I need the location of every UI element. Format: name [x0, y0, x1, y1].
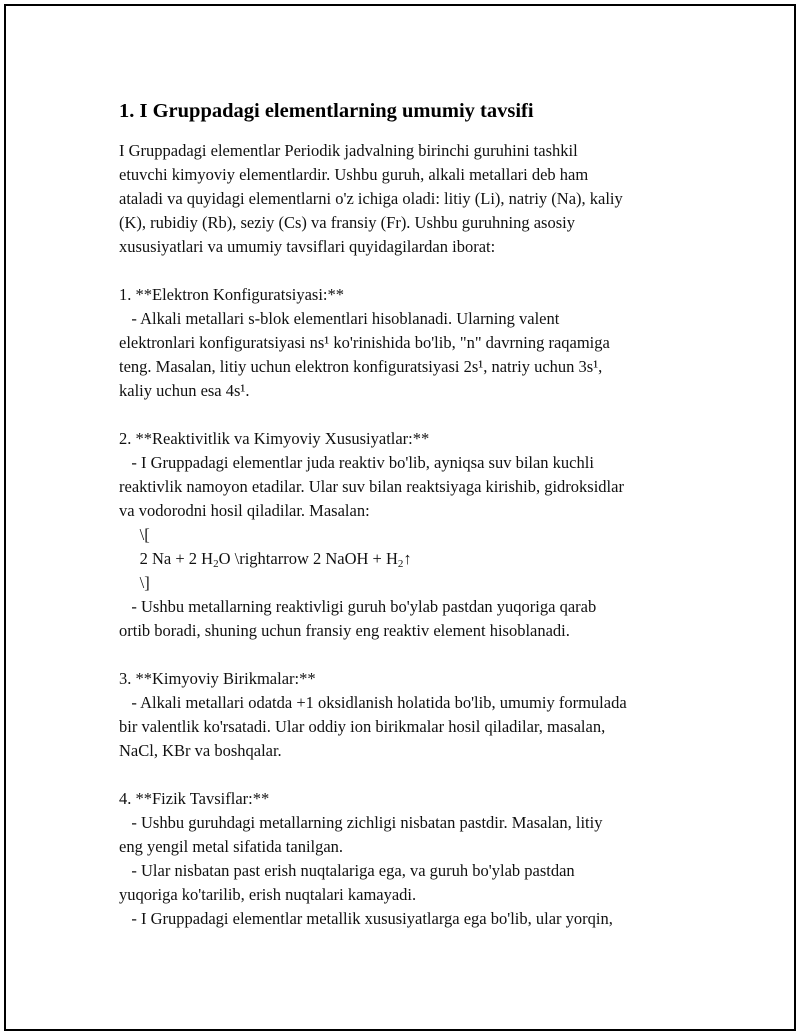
section-physical-properties — [119, 787, 699, 931]
section-heading: 2. **Reaktivitlik va Kimyoviy Xususiyatlar:** — [119, 429, 430, 448]
section-line: reaktivlik namoyon etadilar. Ular suv bilan reaktsiyaga kirishib, gidroksidlar — [119, 477, 624, 496]
section-line: - I Gruppadagi elementlar metallik xususiyatlarga ega bo'lib, ular yorqin, — [119, 909, 613, 928]
equation-part: 2 Na + 2 H — [119, 549, 214, 568]
section-line: - I Gruppadagi elementlar juda reaktiv bo'lib, ayniqsa suv bilan kuchli — [119, 453, 594, 472]
spacer — [119, 643, 699, 667]
section-electron-configuration — [119, 283, 699, 403]
equation-part: O \rightarrow 2 NaOH + H — [218, 549, 398, 568]
math-close-delimiter: \] — [119, 573, 150, 592]
section-line: - Alkali metallari odatda +1 oksidlanish holatida bo'lib, umumiy formulada — [119, 693, 627, 712]
section-line: eng yengil metal sifatida tanilgan. — [119, 837, 344, 856]
section-line: - Ushbu metallarning reaktivligi guruh bo'ylab pastdan yuqoriga qarab — [119, 597, 597, 616]
spacer — [119, 403, 699, 427]
equation-subscript: 2 — [213, 558, 219, 570]
section-line: bir valentlik ko'rsatadi. Ular oddiy ion birikmalar hosil qiladilar, masalan, — [119, 717, 606, 736]
up-arrow-symbol: ↑ — [403, 549, 412, 568]
section-heading: 1. **Elektron Konfiguratsiyasi:** — [119, 285, 345, 304]
section-line: - Ular nisbatan past erish nuqtalariga ega, va guruh bo'ylab pastdan — [119, 861, 575, 880]
reaction-equation — [119, 547, 699, 571]
spacer — [119, 763, 699, 787]
intro-line: ataladi va quyidagi elementlarni o'z ichiga oladi: litiy (Li), natriy (Na), kaliy — [119, 189, 623, 208]
section-reactivity — [119, 427, 699, 643]
equation-subscript: 2 — [397, 558, 404, 570]
page-title: 1. I Gruppadagi elementlarning umumiy tavsifi — [119, 100, 534, 122]
intro-paragraph — [119, 139, 699, 259]
document-body — [119, 97, 699, 931]
math-open-delimiter: \[ — [119, 525, 150, 544]
spacer — [119, 259, 699, 283]
section-line: - Alkali metallari s-blok elementlari hisoblanadi. Ularning valent — [119, 309, 560, 328]
intro-line: I Gruppadagi elementlar Periodik jadvalning birinchi guruhini tashkil — [119, 141, 578, 160]
section-chemical-compounds — [119, 667, 699, 763]
section-line: va vodorodni hosil qiladilar. Masalan: — [119, 501, 370, 520]
section-line: NaCl, KBr va boshqalar. — [119, 741, 282, 760]
section-line: elektronlari konfiguratsiyasi ns¹ ko'rinishida bo'lib, "n" davrning raqamiga — [119, 333, 610, 352]
section-heading: 4. **Fizik Tavsiflar:** — [119, 789, 270, 808]
intro-line: etuvchi kimyoviy elementlardir. Ushbu guruh, alkali metallari deb ham — [119, 165, 589, 184]
section-line: teng. Masalan, litiy uchun elektron konfiguratsiyasi 2s¹, natriy uchun 3s¹, — [119, 357, 603, 376]
intro-line: (K), rubidiy (Rb), seziy (Cs) va fransiy (Fr). Ushbu guruhning asosiy — [119, 213, 575, 232]
section-heading: 3. **Kimyoviy Birikmalar:** — [119, 669, 316, 688]
section-line: kaliy uchun esa 4s¹. — [119, 381, 250, 400]
page-frame — [4, 4, 796, 1031]
section-line: ortib boradi, shuning uchun fransiy eng reaktiv element hisoblanadi. — [119, 621, 570, 640]
section-line: - Ushbu guruhdagi metallarning zichligi nisbatan pastdir. Masalan, litiy — [119, 813, 603, 832]
section-line: yuqoriga ko'tarilib, erish nuqtalari kamayadi. — [119, 885, 417, 904]
intro-line: xususiyatlari va umumiy tavsiflari quyidagilardan iborat: — [119, 237, 496, 256]
